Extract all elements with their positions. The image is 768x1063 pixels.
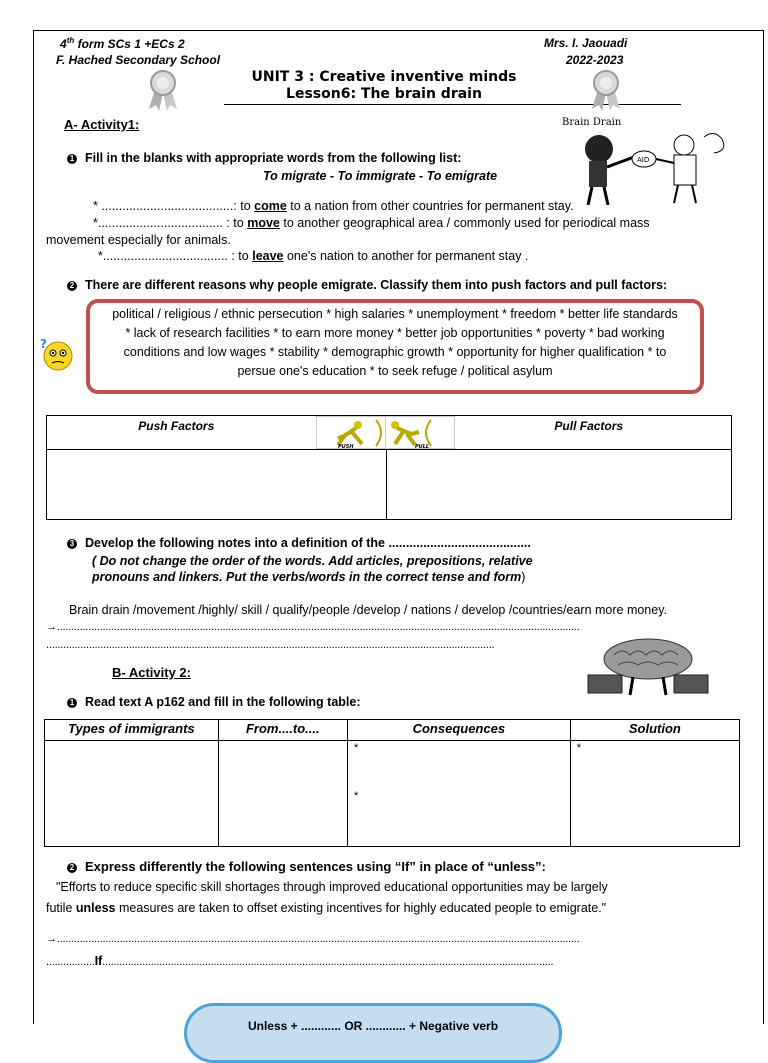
q3-instruction-note-2: pronouns and linkers. Put the verbs/words in the correct tense and form)	[92, 570, 526, 584]
teacher-name: Mrs. I. Jaouadi	[544, 36, 628, 50]
push-header-cell: Push Factors PUSH	[47, 416, 387, 450]
answer-line[interactable]: →.......................................................................................................................................................................................	[46, 621, 580, 633]
brain-drain-cartoon-image	[554, 127, 729, 205]
class-label: 4th form SCs 1 +ECs 2	[60, 36, 185, 51]
push-factors-cell[interactable]	[47, 450, 387, 520]
reasons-line: * lack of research facilities * to earn more money * better job opportunities * poverty * bad working	[125, 326, 665, 340]
q1-instruction: 1 Fill in the blanks with appropriate words from the following list:	[67, 151, 461, 165]
push-pull-table	[46, 415, 732, 520]
pull-factors-cell[interactable]	[386, 450, 731, 520]
svg-text:PUSH: PUSH	[337, 444, 354, 449]
push-figure-icon	[316, 416, 396, 449]
word-list: To migrate - To immigrate - To emigrate	[263, 169, 498, 183]
reasons-box	[86, 299, 704, 394]
consequences-cell[interactable]: * *	[347, 741, 570, 847]
svg-text:PULL: PULL	[414, 444, 429, 449]
solution-cell[interactable]: *	[570, 741, 739, 847]
pull-figure-icon	[385, 416, 455, 449]
blank-line-1: * ......................................: to come to a nation from other countries for permanent stay.	[93, 199, 574, 213]
activity2-q1-instruction: 1 Read text A p162 and fill in the following table:	[67, 695, 361, 709]
q3-instruction-note-1: ( Do not change the order of the words. Add articles, prepositions, relative	[92, 554, 533, 568]
activity1-heading: A- Activity1:	[64, 117, 140, 132]
reasons-line: conditions and low wages * stability * demographic growth * opportunity for higher qualification * to	[123, 345, 667, 359]
col-types: Types of immigrants	[45, 720, 219, 741]
svg-text:?: ?	[40, 337, 47, 351]
q3-instruction: 3 Develop the following notes into a definition of the .........................................	[67, 536, 531, 550]
school-name: F. Hached Secondary School	[56, 53, 221, 67]
types-cell[interactable]	[45, 741, 219, 847]
col-from-to: From....to....	[218, 720, 347, 741]
answer-line[interactable]: →.......................................................................................................................................................................................	[46, 933, 580, 945]
activity2-q2-instruction: 2 Express differently the following sentences using “If” in place of “unless”:	[67, 859, 546, 874]
reasons-line: persue one's education * to seek refuge / political asylum	[237, 364, 553, 378]
quote-line-1: "Efforts to reduce specific skill shortages through improved educational opportunities may be largely	[56, 880, 608, 894]
blank-line-2-cont: movement especially for animals.	[46, 233, 231, 247]
col-consequences: Consequences	[347, 720, 570, 741]
cartoon-caption: Brain Drain	[562, 117, 622, 128]
blank-line-2: *.................................... : to move to another geographical area / commonly used for periodical mass	[93, 216, 650, 230]
grammar-tip-bubble: Unless + ............ OR ............ + Negative verb	[184, 1003, 562, 1063]
immigrants-table	[44, 719, 740, 847]
from-to-cell[interactable]	[218, 741, 347, 847]
quote-line-2: futile unless measures are taken to offset existing incentives for highly educated people to emigrate."	[46, 901, 607, 915]
school-year: 2022-2023	[566, 53, 624, 67]
award-ribbon-icon	[147, 69, 179, 111]
brain-suitcase-image	[578, 637, 718, 697]
reasons-line: political / religious / ethnic persecution * high salaries * unemployment * freedom * better life standards	[112, 307, 678, 321]
activity2-heading: B- Activity 2:	[112, 665, 191, 680]
thinking-smiley-icon	[38, 336, 74, 372]
col-solution: Solution	[570, 720, 739, 741]
aid-label: AID	[637, 156, 650, 164]
brain-drain-notes: Brain drain /movement /highly/ skill / qualify/people /develop / nations / develop /countries/earn more money.	[69, 603, 668, 617]
worksheet-page	[33, 30, 764, 1033]
blank-line-3: *.................................... : to leave one's nation to another for permanent stay .	[98, 249, 529, 263]
answer-line[interactable]: .................If..............................................................................................................................................................	[46, 953, 554, 968]
unit-title: UNIT 3 : Creative inventive minds	[251, 69, 517, 85]
award-ribbon-icon	[590, 69, 622, 111]
pull-header-cell: PULL Pull Factors	[386, 416, 731, 450]
answer-line[interactable]: .............................................................................................................................................................	[46, 639, 495, 651]
q2-instruction: 2 There are different reasons why people emigrate. Classify them into push factors and pull factors:	[67, 278, 667, 292]
lesson-title: Lesson6: The brain drain	[286, 86, 482, 102]
